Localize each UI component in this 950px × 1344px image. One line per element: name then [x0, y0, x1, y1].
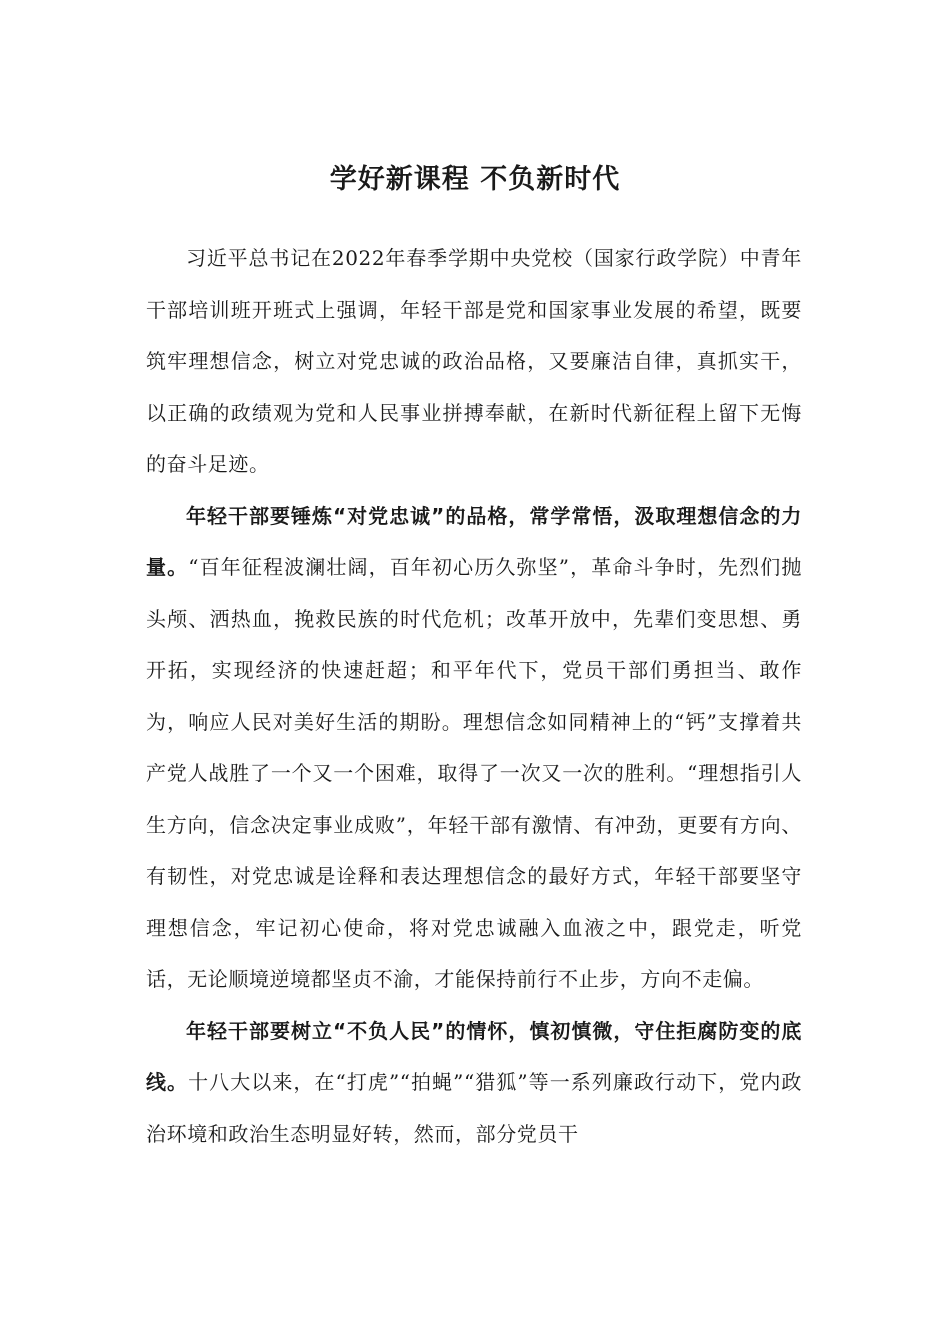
- paragraph-2-lead: 年轻干部要锤炼“对党忠诚”的品格，常学常悟，汲取理想信念的力量。: [146, 503, 802, 579]
- document-body: [146, 233, 802, 1160]
- paragraph-1: [146, 233, 802, 491]
- paragraph-2-text: “百年征程波澜壮阔，百年初心历久弥坚”，革命斗争时，先烈们抛头颅、洒热血，挽救民族的时代危机；改革开放中，先辈们变思想、勇开拓，实现经济的快速赶超；和平年代下，党员干部们勇担当、敢作为，响应人民对美好生活的期盼。理想信念如同精神上的“钙”支撑着共产党人战胜了一个又一个困难，取得了一次又一次的胜利。“理想指引人生方向，信念决定事业成败”，年轻干部有激情、有冲劲，更要有方向、有韧性，对党忠诚是诠释和表达理想信念的最好方式，年轻干部要坚守理想信念，牢记初心使命，将对党忠诚融入血液之中，跟党走，听党话，无论顺境逆境都坚贞不渝，才能保持前行不止步，方向不走偏。: [146, 555, 803, 991]
- paragraph-1-text: 习近平总书记在2022年春季学期中央党校（国家行政学院）中青年干部培训班开班式上强调，年轻干部是党和国家事业发展的希望，既要筑牢理想信念，树立对党忠诚的政治品格，又要廉洁自律，真抓实干，以正确的政绩观为党和人民事业拼搏奉献，在新时代新征程上留下无悔的奋斗足迹。: [146, 246, 802, 476]
- paragraph-3-lead: 年轻干部要树立“不负人民”的情怀，慎初慎微，守住拒腐防变的底线。: [146, 1018, 802, 1094]
- paragraph-3: [146, 1006, 802, 1161]
- paragraph-2: [146, 491, 802, 1006]
- paragraph-3-text: 十八大以来，在“打虎”“拍蝇”“猎狐”等一系列廉政行动下，党内政治环境和政治生态明显好转，然而，部分党员干: [146, 1070, 802, 1146]
- document-title: 学好新课程 不负新时代: [329, 164, 621, 195]
